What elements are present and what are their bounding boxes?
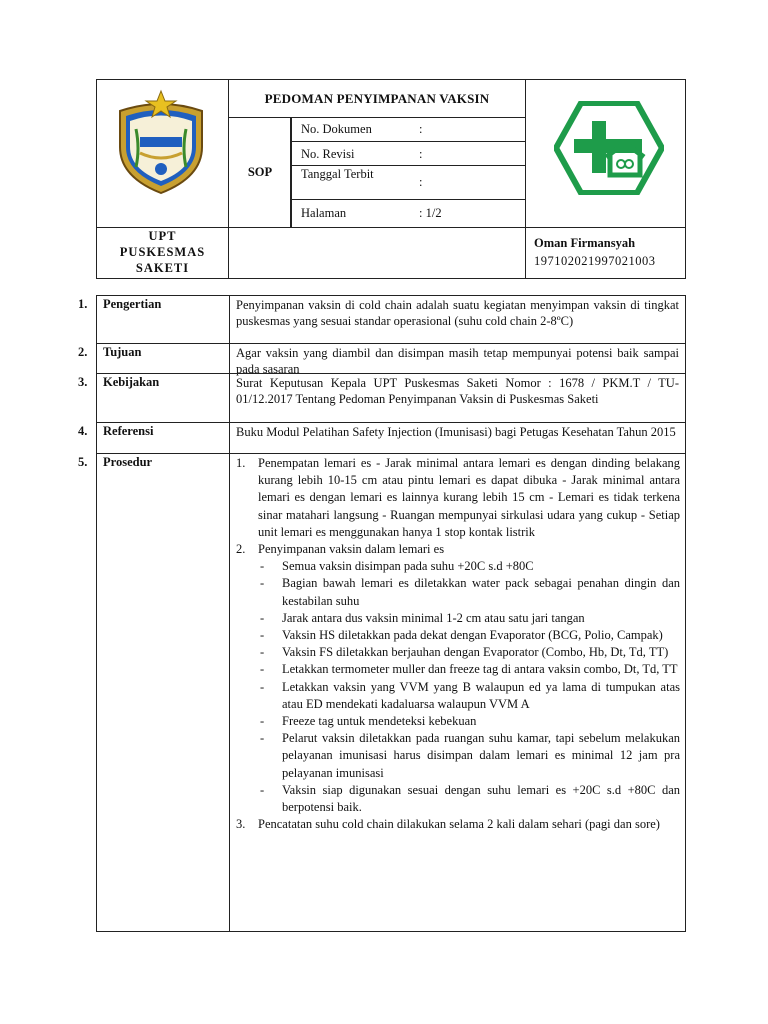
doc-row-value: :: [419, 147, 423, 161]
list-item: [230, 782, 680, 816]
step-number: 3.: [236, 817, 246, 832]
sop-header-table: [96, 79, 686, 279]
dash-bullet: -: [260, 782, 265, 797]
row-divider: [96, 453, 686, 454]
sop-label: SOP: [247, 165, 273, 179]
list-item-text: Letakkan termometer muller dan freeze tag di antara vaksin combo, Dt, Td, TT: [282, 662, 678, 677]
dash-bullet: -: [260, 559, 265, 574]
row-number: 5.: [78, 455, 88, 469]
doc-row-4: [291, 200, 525, 227]
step-text: Penyimpanan vaksin dalam lemari es: [258, 542, 445, 557]
list-item-text: Vaksin siap digunakan sesuai dengan suhu lemari es +20C s.d +80C dan berpotensi baik.: [282, 782, 680, 815]
doc-row-value: : 1/2: [419, 206, 442, 220]
row-divider: [96, 422, 686, 423]
step-number: 1.: [236, 456, 246, 470]
row-label-kebijakan: Kebijakan: [103, 375, 160, 389]
row-divider: [96, 373, 686, 374]
sop-body-table: [78, 295, 686, 932]
document-title: PEDOMAN PENYIMPANAN VAKSIN: [264, 91, 490, 106]
procedure-list: [230, 455, 680, 558]
storage-rules-list: [230, 558, 680, 816]
signer-nip: 197102021997021003: [534, 254, 656, 268]
row-label-prosedur: Prosedur: [103, 455, 153, 469]
procedure-step: [230, 455, 680, 541]
list-item-text: Vaksin FS diletakkan berjauhan dengan Evaporator (Combo, Hb, Dt, Td, TT): [282, 645, 669, 660]
signer-cell: [525, 227, 686, 279]
list-item: [230, 610, 680, 627]
dash-bullet: -: [260, 610, 265, 625]
procedure-step: [230, 541, 680, 558]
dash-bullet: -: [260, 731, 265, 746]
doc-row-label: No. Revisi: [301, 147, 355, 161]
list-item: [230, 679, 680, 713]
row-label-pengertian: Pengertian: [103, 297, 162, 311]
row-content-tujuan: Agar vaksin yang diambil dan disimpan masih tetap mempunyai potensi baik sampai pada sasaran: [236, 346, 679, 376]
dash-bullet: -: [260, 628, 265, 643]
procedure-step: [230, 816, 680, 833]
regency-coat-of-arms-logo: [106, 89, 216, 199]
dash-bullet: -: [260, 576, 265, 591]
list-item: [230, 575, 680, 609]
list-item: [230, 627, 680, 644]
row-divider: [96, 343, 686, 344]
sop-cell: [229, 117, 291, 227]
row-content-pengertian: Penyimpanan vaksin di cold chain adalah suatu kegiatan menyimpan vaksin di tingkat puskesmas yang sesuai standar operasional (suhu cold chain 2-8ºC): [236, 298, 679, 328]
dash-bullet: -: [260, 714, 265, 729]
procedure-list-continued: [230, 816, 680, 833]
row-number: 4.: [78, 424, 88, 438]
dash-bullet: -: [260, 662, 265, 677]
row-content-referensi: Buku Modul Pelatihan Safety Injection (Imunisasi) bagi Petugas Kesehatan Tahun 2015: [236, 425, 676, 439]
doc-row-label: Halaman: [301, 206, 347, 220]
list-item: [230, 558, 680, 575]
org-name-cell: [96, 227, 229, 279]
list-item: [230, 713, 680, 730]
row-content-kebijakan: Surat Keputusan Kepala UPT Puskesmas Saketi Nomor : 1678 / PKM.T / TU-01/12.2017 Tentang Pedoman Penyimpanan Vaksin di Puskesmas Saketi: [236, 376, 679, 406]
org-name-line-3: SAKETI: [135, 261, 190, 275]
org-name-line-1: UPT: [148, 229, 177, 243]
left-logo-cell: [96, 79, 229, 227]
dash-bullet: -: [260, 679, 265, 694]
list-item-text: Pelarut vaksin diletakkan pada ruangan suhu kamar, tapi sebelum melakukan pelayanan imunisasi harus disimpan dalam lemari es minimal 12 jam pra pelayanan imunisasi: [282, 731, 680, 780]
doc-row-2: [291, 142, 525, 166]
list-item-text: Semua vaksin disimpan pada suhu +20C s.d +80C: [282, 559, 534, 574]
org-name-line-2: PUSKESMAS: [119, 245, 206, 259]
row-label-referensi: Referensi: [103, 424, 154, 438]
row-label-tujuan: Tujuan: [103, 345, 142, 359]
step-text: Penempatan lemari es - Jarak minimal antara lemari es dengan dinding belakang kurang lebih 10-15 cm atau pintu lemari es dapat dibuka - Jarak minimal antara lemari es dengan lemari es lainnya kurang lebih 15 cm - Lemari es tidak terkena sinar matahari langsung - Ruangan mempunyai sirkulasi udara yang cukup - Setiap unit lemari es menggunakan hanya 1 stop kontak listrik: [258, 456, 680, 539]
doc-row-label: Tanggal Terbit: [301, 167, 374, 181]
signer-name: Oman Firmansyah: [534, 236, 636, 250]
doc-row-value: :: [419, 122, 423, 136]
step-number: 2.: [236, 542, 246, 557]
row-number: 3.: [78, 375, 88, 389]
doc-row-label: No. Dokumen: [301, 122, 372, 136]
list-item-text: Letakkan vaksin yang VVM yang B walaupun ed ya lama di tumpukan atas atau ED mendekati kadaluarsa walaupun VVM A: [282, 679, 680, 711]
puskesmas-green-cross-logo: [554, 101, 664, 195]
list-item: [230, 730, 680, 782]
row-number: 2.: [78, 345, 88, 359]
step-text: Pencatatan suhu cold chain dilakukan selama 2 kali dalam sehari (pagi dan sore): [258, 817, 660, 832]
doc-row-value: :: [419, 175, 423, 189]
doc-row-3: [291, 166, 525, 200]
list-item: [230, 661, 680, 678]
list-item-text: Jarak antara dus vaksin minimal 1-2 cm atau satu jari tangan: [282, 610, 585, 625]
doc-row-1: [291, 117, 525, 142]
list-item-text: Vaksin HS diletakkan pada dekat dengan Evaporator (BCG, Polio, Campak): [282, 628, 663, 643]
list-item-text: Freeze tag untuk mendeteksi kebekuan: [282, 714, 477, 729]
dash-bullet: -: [260, 645, 265, 660]
doc-info-divider: [291, 117, 292, 227]
right-logo-cell: [525, 79, 686, 227]
list-item-text: Bagian bawah lemari es diletakkan water pack sebagai penahan dingin dan kestabilan suhu: [282, 576, 680, 608]
list-item: [230, 644, 680, 661]
procedure-content: [230, 455, 680, 833]
row-number: 1.: [78, 297, 88, 311]
